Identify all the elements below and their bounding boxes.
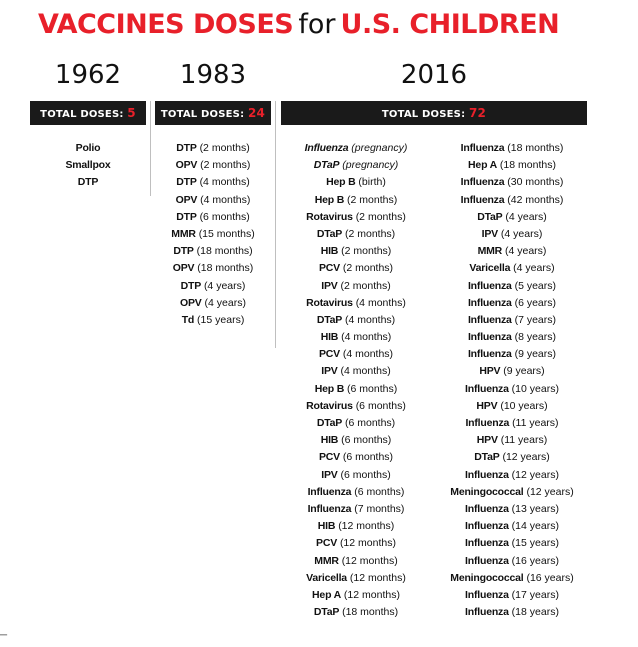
dose-timing: (6 months)	[199, 210, 250, 223]
vaccine-name: MMR	[314, 554, 339, 567]
dose-item	[436, 535, 588, 552]
dose-timing: (42 months)	[507, 193, 564, 206]
dose-item	[30, 140, 146, 157]
vaccine-name: IPV	[321, 365, 338, 378]
dose-timing: (4 months)	[345, 313, 396, 326]
total-doses-bar-1983	[155, 101, 271, 125]
dose-timing: (12 months)	[343, 588, 400, 601]
vaccine-name: PCV	[318, 262, 340, 275]
dose-item	[281, 570, 431, 587]
dose-timing: (11 years)	[512, 417, 559, 429]
vaccine-name: Influenza	[465, 502, 509, 515]
dose-timing: (4 months)	[341, 331, 392, 344]
total-doses-label: TOTAL DOSES:	[381, 109, 466, 120]
dose-timing: (2 months)	[200, 159, 251, 172]
vaccine-name: Influenza	[467, 313, 512, 326]
dose-item	[155, 278, 271, 295]
dose-item	[436, 329, 588, 346]
dose-timing: (12 months)	[341, 554, 398, 567]
dose-timing: (12 months)	[339, 537, 396, 550]
vaccine-name: Hep B	[314, 382, 345, 395]
vaccine-name: HPV	[476, 399, 498, 412]
dose-item	[436, 587, 588, 604]
dose-item	[436, 484, 588, 501]
dose-timing: (12 years)	[526, 485, 574, 498]
vaccine-name: HIB	[320, 331, 339, 344]
vaccine-name: OPV	[175, 193, 198, 206]
dose-timing: (18 months)	[197, 262, 254, 275]
dose-timing: (9 years)	[514, 348, 557, 361]
dose-item	[436, 501, 588, 518]
vaccine-name: Meningococcal	[450, 571, 524, 584]
vaccine-name: Influenza	[467, 279, 512, 292]
dose-timing: (16 years)	[511, 554, 559, 567]
dose-item	[281, 295, 431, 312]
dose-item	[155, 260, 271, 277]
vaccine-name: HPV	[476, 434, 498, 447]
vaccine-name: DTaP	[313, 159, 340, 172]
vaccine-name: Smallpox	[65, 159, 111, 172]
vaccine-name: IPV	[321, 279, 338, 292]
dose-timing: (4 years)	[500, 227, 543, 240]
doses-list-2016-left	[281, 140, 431, 621]
dose-item	[281, 226, 431, 243]
vaccine-name: OPV	[180, 296, 202, 309]
dose-timing: (4 years)	[505, 210, 547, 223]
dose-item	[281, 140, 431, 157]
year-1983: 1983	[179, 60, 247, 90]
dose-item	[281, 192, 431, 209]
dose-item	[30, 157, 146, 174]
dose-timing: (7 months)	[354, 502, 405, 515]
dose-item	[281, 398, 431, 415]
total-doses-count: 24	[247, 106, 266, 120]
dose-item	[436, 192, 588, 209]
dose-timing: (4 months)	[199, 176, 250, 189]
dose-timing: (18 months)	[507, 142, 564, 154]
dose-item	[281, 174, 431, 191]
vaccine-name: DTaP	[316, 227, 343, 240]
vaccine-name: Hep B	[326, 176, 356, 189]
dose-item	[281, 415, 431, 432]
dose-timing: (17 years)	[511, 588, 559, 601]
year-1962: 1962	[54, 60, 122, 90]
dose-item	[155, 140, 271, 157]
dose-timing: (15 months)	[198, 227, 255, 240]
vaccine-name: Influenza	[467, 331, 512, 344]
dose-item	[436, 209, 588, 226]
vaccine-name: Influenza	[465, 468, 509, 481]
dose-item	[436, 467, 588, 484]
vaccine-name: HPV	[479, 365, 501, 378]
vaccine-name: DTP	[176, 210, 197, 223]
dose-timing: (10 years)	[500, 399, 548, 412]
dose-item	[281, 449, 431, 466]
dose-timing: (9 years)	[503, 365, 545, 378]
dose-item	[281, 312, 431, 329]
dose-timing: (4 years)	[204, 296, 246, 309]
dose-timing: (8 years)	[514, 331, 557, 344]
vaccine-name: Varicella	[306, 571, 347, 584]
vaccine-name: Varicella	[469, 262, 511, 275]
dose-item	[436, 518, 588, 535]
vaccine-name: Influenza	[460, 193, 505, 206]
edge-mark-icon: ─	[0, 630, 8, 641]
dose-item	[436, 243, 588, 260]
dose-item	[281, 553, 431, 570]
dose-timing: (6 months)	[340, 468, 391, 481]
dose-timing: (2 months)	[355, 210, 406, 223]
vaccine-name: IPV	[321, 468, 338, 481]
dose-item	[281, 157, 431, 174]
dose-item	[155, 295, 271, 312]
dose-timing: (11 years)	[500, 434, 548, 447]
dose-item	[155, 157, 271, 174]
vaccine-name: PCV	[318, 348, 340, 361]
vaccine-name: Hep B	[314, 193, 345, 206]
dose-timing: (6 months)	[345, 417, 396, 429]
dose-timing: (pregnancy)	[351, 142, 408, 154]
dose-timing: (14 years)	[511, 520, 559, 533]
dose-item	[155, 243, 271, 260]
dose-item	[155, 209, 271, 226]
dose-timing: (2 months)	[340, 279, 391, 292]
page-title	[38, 8, 598, 45]
total-doses-count: 5	[127, 106, 136, 120]
dose-item	[436, 346, 588, 363]
dose-item	[436, 312, 588, 329]
vaccine-name: Hep A	[312, 588, 341, 601]
dose-timing: (13 years)	[511, 502, 559, 515]
vaccine-name: Influenza	[467, 296, 512, 309]
dose-item	[281, 484, 431, 501]
dose-timing: (4 months)	[340, 365, 391, 378]
dose-timing: (5 years)	[514, 279, 557, 292]
dose-timing: (15 years)	[197, 313, 245, 326]
total-doses-bar-2016	[281, 101, 587, 125]
dose-item	[281, 501, 431, 518]
dose-item	[436, 432, 588, 449]
dose-timing: (12 months)	[338, 520, 395, 533]
dose-timing: (2 months)	[345, 227, 396, 240]
dose-timing: (6 months)	[342, 451, 394, 464]
doses-list-1962	[30, 140, 146, 192]
title-vaccines-doses: VACCINES DOSES	[38, 9, 294, 40]
total-doses-label: TOTAL DOSES:	[160, 109, 245, 120]
dose-item	[281, 209, 431, 226]
dose-timing: (12 months)	[349, 571, 406, 584]
vaccine-name: MMR	[477, 245, 503, 258]
vaccine-name: Influenza	[465, 417, 510, 429]
dose-timing: (18 months)	[499, 159, 556, 172]
vaccine-name: DTaP	[316, 313, 343, 326]
dose-timing: (4 months)	[342, 348, 394, 361]
dose-item	[281, 346, 431, 363]
dose-timing: (4 years)	[504, 245, 547, 258]
dose-item	[436, 363, 588, 380]
dose-item	[281, 432, 431, 449]
vaccine-name: DTaP	[316, 417, 343, 429]
dose-timing: (6 months)	[341, 434, 392, 447]
vaccine-name: Influenza	[307, 502, 352, 515]
dose-timing: (birth)	[358, 176, 386, 189]
dose-timing: (30 months)	[507, 176, 564, 189]
dose-item	[436, 398, 588, 415]
vaccine-name: DTP	[180, 279, 202, 292]
dose-item	[281, 363, 431, 380]
vaccine-name: Influenza	[465, 606, 509, 619]
dose-item	[155, 192, 271, 209]
vaccine-name: Td	[181, 313, 195, 326]
vaccine-name: DTaP	[313, 606, 340, 619]
vaccine-name: DTP	[173, 245, 194, 258]
title-us-children: U.S. CHILDREN	[340, 9, 560, 40]
dose-item	[155, 174, 271, 191]
dose-item	[281, 278, 431, 295]
vaccine-name: DTP	[176, 142, 197, 154]
vaccine-name: Meningococcal	[450, 485, 524, 498]
vaccine-name: DTP	[176, 176, 197, 189]
dose-item	[436, 570, 588, 587]
vaccine-name: Influenza	[460, 142, 505, 154]
dose-item	[436, 295, 588, 312]
vaccine-name: OPV	[172, 262, 195, 275]
vaccine-name: Influenza	[307, 485, 352, 498]
dose-timing: (4 years)	[513, 262, 555, 275]
dose-item	[30, 174, 146, 191]
vaccine-name: Influenza	[465, 382, 509, 395]
dose-timing: (2 months)	[341, 245, 392, 258]
dose-timing: (2 months)	[199, 142, 250, 154]
total-doses-bar-1962	[30, 101, 146, 125]
dose-item	[436, 415, 588, 432]
dose-timing: (6 months)	[355, 399, 406, 412]
dose-timing: (2 months)	[342, 262, 394, 275]
dose-item	[436, 140, 588, 157]
dose-item	[436, 157, 588, 174]
dose-item	[436, 260, 588, 277]
dose-timing: (6 months)	[347, 382, 398, 395]
total-doses-label: TOTAL DOSES:	[40, 109, 124, 120]
vaccine-name: PCV	[316, 537, 338, 550]
dose-item	[436, 449, 588, 466]
vaccine-name: DTaP	[474, 451, 500, 464]
dose-timing: (7 years)	[514, 313, 557, 326]
total-doses-count: 72	[468, 106, 487, 120]
vaccine-name: DTP	[77, 176, 99, 189]
dose-timing: (6 years)	[514, 296, 557, 309]
dose-timing: (4 months)	[355, 296, 406, 309]
vaccine-name: Influenza	[304, 142, 349, 154]
dose-item	[281, 381, 431, 398]
vaccine-name: DTaP	[477, 210, 503, 223]
vaccine-name: Rotavirus	[306, 210, 353, 223]
year-2016: 2016	[400, 60, 468, 90]
dose-timing: (4 years)	[203, 279, 246, 292]
vaccine-name: HIB	[320, 245, 339, 258]
dose-timing: (pregnancy)	[342, 159, 399, 172]
vaccine-name: OPV	[175, 159, 198, 172]
dose-timing: (18 years)	[511, 606, 559, 619]
dose-item	[281, 467, 431, 484]
doses-list-2016-right	[436, 140, 588, 621]
title-for: for	[298, 9, 336, 40]
dose-item	[281, 587, 431, 604]
dose-timing: (4 months)	[200, 193, 251, 206]
dose-timing: (12 years)	[511, 468, 559, 481]
dose-item	[155, 312, 271, 329]
dose-item	[436, 381, 588, 398]
divider-1983-2016	[275, 101, 276, 348]
dose-item	[436, 604, 588, 621]
dose-timing: (6 months)	[354, 485, 405, 498]
vaccine-name: Influenza	[465, 520, 509, 533]
vaccine-name: Hep A	[468, 159, 497, 172]
vaccine-name: Rotavirus	[306, 399, 353, 412]
vaccine-name: IPV	[481, 227, 498, 240]
dose-item	[281, 243, 431, 260]
dose-item	[436, 174, 588, 191]
dose-timing: (16 years)	[526, 571, 574, 584]
vaccine-name: Influenza	[465, 554, 509, 567]
dose-item	[155, 226, 271, 243]
vaccine-name: HIB	[317, 520, 336, 533]
doses-list-1983	[155, 140, 271, 329]
dose-timing: (10 years)	[511, 382, 559, 395]
dose-item	[281, 604, 431, 621]
dose-timing: (2 months)	[347, 193, 398, 206]
divider-1962-1983	[150, 101, 151, 196]
vaccine-name: HIB	[320, 434, 339, 447]
vaccine-name: Polio	[75, 142, 101, 154]
vaccine-name: Influenza	[467, 348, 512, 361]
vaccine-name: Influenza	[465, 537, 509, 550]
vaccine-name: Influenza	[460, 176, 505, 189]
dose-timing: (18 months)	[196, 245, 253, 258]
dose-item	[436, 278, 588, 295]
vaccine-name: Rotavirus	[306, 296, 353, 309]
dose-timing: (12 years)	[502, 451, 550, 464]
dose-timing: (18 months)	[342, 606, 399, 619]
dose-item	[436, 226, 588, 243]
dose-timing: (15 years)	[511, 537, 559, 550]
vaccine-name: MMR	[171, 227, 196, 240]
dose-item	[281, 329, 431, 346]
dose-item	[281, 518, 431, 535]
vaccine-name: PCV	[318, 451, 340, 464]
dose-item	[281, 535, 431, 552]
vaccine-name: Influenza	[465, 588, 509, 601]
dose-item	[281, 260, 431, 277]
dose-item	[436, 553, 588, 570]
